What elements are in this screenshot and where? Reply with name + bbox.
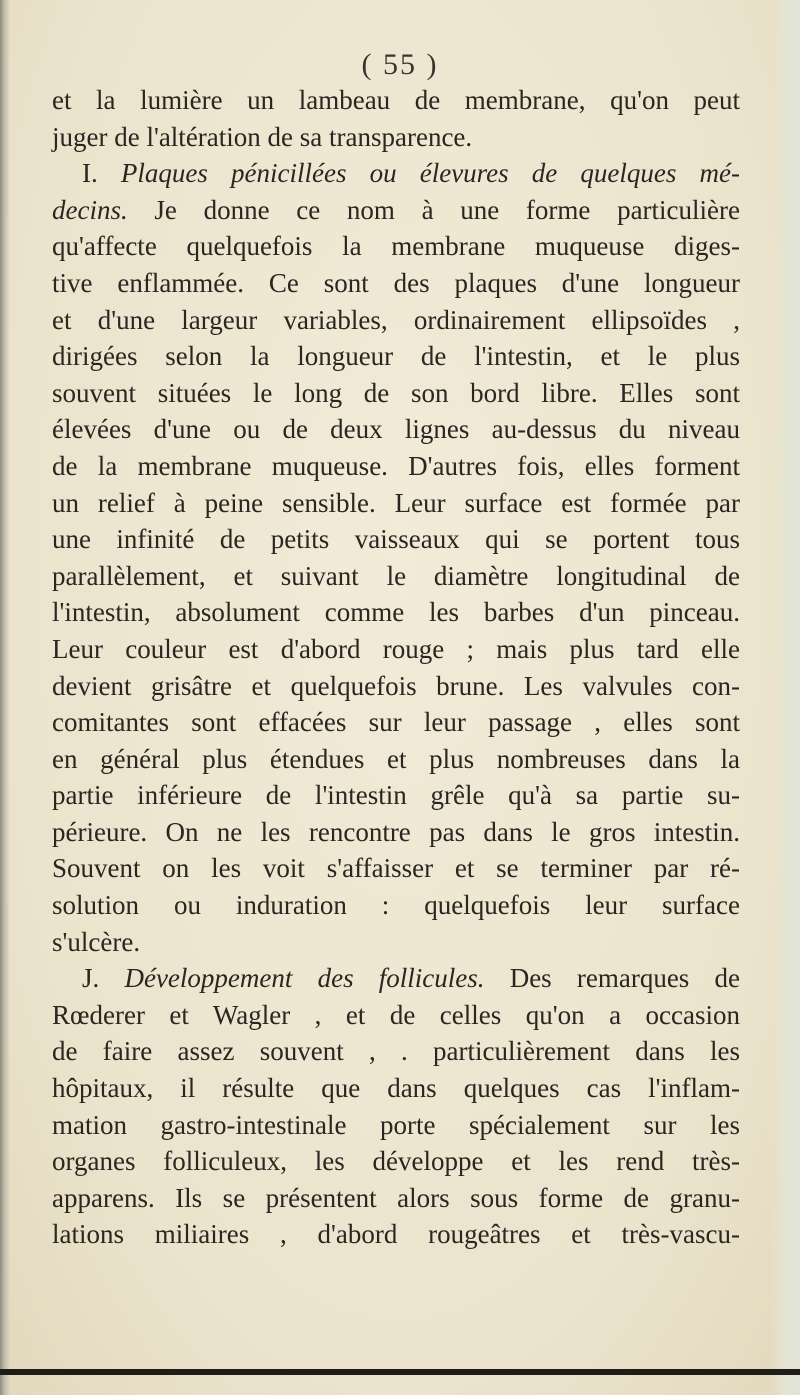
section-label: J. [82, 963, 100, 994]
section-heading-line [52, 155, 740, 192]
text-line: Souvent on les voit s'affaisser et se terminer par ré- [52, 853, 740, 884]
text-line: devient grisâtre et quelquefois brune. Les valvules con- [52, 670, 740, 701]
text-line: dirigées selon la longueur de l'intestin, et le plus [52, 341, 740, 372]
page-bottom-rule [0, 1369, 800, 1375]
page-binding-shadow [0, 0, 10, 1395]
text-line: Rœderer et Wagler , et de celles qu'on a occasion [52, 999, 740, 1030]
text-line: de faire assez souvent , . particulièrement dans les [52, 1036, 740, 1067]
section-title: Développement des follicules. [124, 963, 485, 994]
text-line: de la membrane muqueuse. D'autres fois, elles forment [52, 450, 740, 481]
text-line: et la lumière un lambeau de membrane, qu'on peut [52, 85, 740, 115]
page-number: ( 55 ) [361, 48, 439, 81]
text-line: decins. Je donne ce nom à une forme particulière [52, 194, 740, 225]
text-line: souvent situées le long de son bord libre. Elles sont [52, 377, 740, 408]
text-line: un relief à peine sensible. Leur surface est formée par [52, 487, 740, 518]
page-edge [770, 0, 800, 1395]
text-line: qu'affecte quelquefois la membrane muqueuse diges- [52, 231, 740, 262]
text-line: hôpitaux, il résulte que dans quelques cas l'inflam- [52, 1073, 740, 1104]
text-line: solution ou induration : quelquefois leur surface [52, 890, 740, 921]
text-line: lations miliaires , d'abord rougeâtres et très-vascu- [52, 1219, 740, 1250]
text-line: périeure. On ne les rencontre pas dans le gros intestin. [52, 816, 740, 847]
text-line: l'intestin, absolument comme les barbes d'un pinceau. [52, 597, 740, 628]
section-title: Plaques pénicillées ou élevures de quelques mé- [120, 158, 740, 189]
text-line: Leur couleur est d'abord rouge ; mais plus tard elle [52, 633, 740, 664]
section-heading-line: J. Développement des follicules. Des remarques de [82, 963, 740, 994]
text-line: et d'une largeur variables, ordinairement ellipsoïdes , [52, 304, 740, 335]
text-line: tive enflammée. Ce sont des plaques d'une longueur [52, 267, 740, 298]
text-line: parallèlement, et suivant le diamètre longitudinal de [52, 560, 740, 591]
text-line: comitantes sont effacées sur leur passage , elles sont [52, 707, 740, 738]
text-line: s'ulcère. [52, 926, 141, 957]
body-text [52, 82, 740, 1253]
text-line: partie inférieure de l'intestin grêle qu'à sa partie su- [52, 780, 740, 811]
text-line: organes folliculeux, les développe et les rend très- [52, 1146, 740, 1177]
text-line: mation gastro-intestinale porte spécialement sur les [52, 1109, 740, 1140]
text-line: une infinité de petits vaisseaux qui se portent tous [52, 524, 740, 555]
text-line: en général plus étendues et plus nombreuses dans la [52, 743, 740, 774]
text-line: juger de l'altération de sa transparence. [52, 121, 473, 152]
text-line: élevées d'une ou de deux lignes au-dessus du niveau [52, 414, 740, 445]
section-label: I. [82, 158, 98, 189]
section-title: decins. [52, 194, 128, 225]
text-line: apparens. Ils se présentent alors sous forme de granu- [52, 1182, 740, 1213]
